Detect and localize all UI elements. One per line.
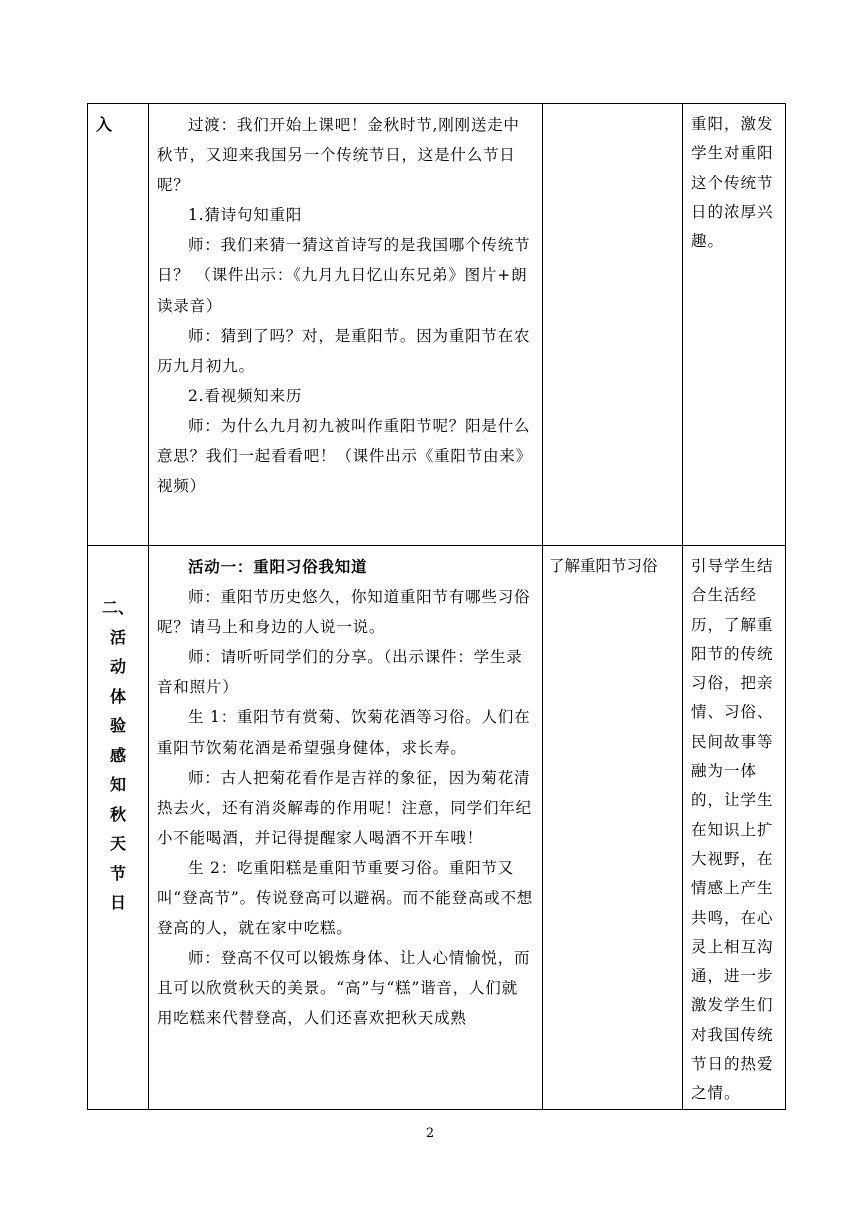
- activity-heading: 活动一：重阳习俗我知道: [188, 557, 368, 576]
- table-row: [88, 104, 786, 546]
- goal-cell: 了解重阳节习俗: [543, 546, 683, 1110]
- paragraph: 师：为什么九月初九被叫作重阳节呢？阳是什么意思？我们一起看看吧！（课件出示《重阳节由来》视频）: [157, 416, 532, 496]
- paragraph: 1.猜诗句知重阳: [188, 206, 303, 225]
- paragraph: 师：重阳节历史悠久，你知道重阳节有哪些习俗呢？请马上和身边的人说一说。: [157, 588, 531, 637]
- table-row: [88, 546, 786, 1110]
- paragraph: 师：登高不仅可以锻炼身体、让人心情愉悦，而且可以欣赏秋天的美景。“高”与“糕”谐音，人们就用吃糕来代替登高，人们还喜欢把秋天成熟: [157, 949, 531, 1028]
- stage-char: 活: [109, 627, 126, 647]
- paragraph: 师：猜到了吗？对，是重阳节。因为重阳节在农历九月初九。: [157, 326, 531, 375]
- paragraph: 生 2：吃重阳糕是重阳节重要习俗。重阳节又叫“登高节”。传说登高可以避祸。而不能登高或不想登高的人，就在家中吃糕。: [157, 858, 534, 938]
- stage-char: 动: [109, 657, 126, 676]
- stage-cell: [88, 546, 149, 1110]
- stage-char: 感: [109, 745, 126, 765]
- teaching-process-cell: [149, 104, 543, 546]
- stage-char: 日: [109, 893, 126, 912]
- stage-cell: [88, 104, 149, 546]
- paragraph: 2.看视频知来历: [188, 386, 303, 405]
- page-number: 2: [425, 1126, 435, 1141]
- stage-char: 体: [109, 686, 126, 706]
- stage-label: 入: [96, 115, 113, 134]
- lesson-plan-table: [87, 103, 786, 1110]
- paragraph: 生 1：重阳节有赏菊、饮菊花酒等习俗。人们在重阳节饮菊花酒是希望强身健体，求长寿。: [157, 708, 531, 757]
- paragraph: 师：我们来猜一猜这首诗写的是我国哪个传统节日？ （课件出示：《九月九日忆山东兄弟》图片+朗读录音）: [157, 236, 531, 315]
- stage-label: [88, 546, 148, 918]
- design-intent-cell: 重阳，激发学生对重阳这个传统节日的浓厚兴趣。: [683, 104, 786, 546]
- goal-cell: [543, 104, 683, 546]
- teaching-process-cell: [149, 546, 543, 1110]
- stage-char: 二、: [101, 598, 134, 617]
- stage-char: 秋: [109, 804, 126, 824]
- paragraph: 师：请听听同学们的分享。（出示课件：学生录音和照片）: [157, 648, 523, 697]
- design-intent-cell: 引导学生结合生活经历，了解重阳节的传统习俗，把亲情、习俗、民间故事等融为一体的，让学生在知识上扩大视野，在情感上产生共鸣，在心灵上相互沟通，进一步激发学生们对我国传统节日的热爱之情。: [683, 546, 786, 1110]
- stage-char: 知: [109, 775, 126, 794]
- stage-char: 天: [109, 834, 126, 853]
- paragraph: 过渡：我们开始上课吧！金秋时节,刚刚送走中秋节，又迎来我国另一个传统节日，这是什么节日呢？: [157, 116, 520, 195]
- stage-char: 验: [109, 716, 126, 735]
- stage-char: 节: [109, 863, 126, 883]
- paragraph: 师：古人把菊花看作是吉祥的象征，因为菊花清热去火，还有消炎解毒的作用呢！注意，同学们年纪小不能喝酒，并记得提醒家人喝酒不开车哦！: [157, 768, 532, 847]
